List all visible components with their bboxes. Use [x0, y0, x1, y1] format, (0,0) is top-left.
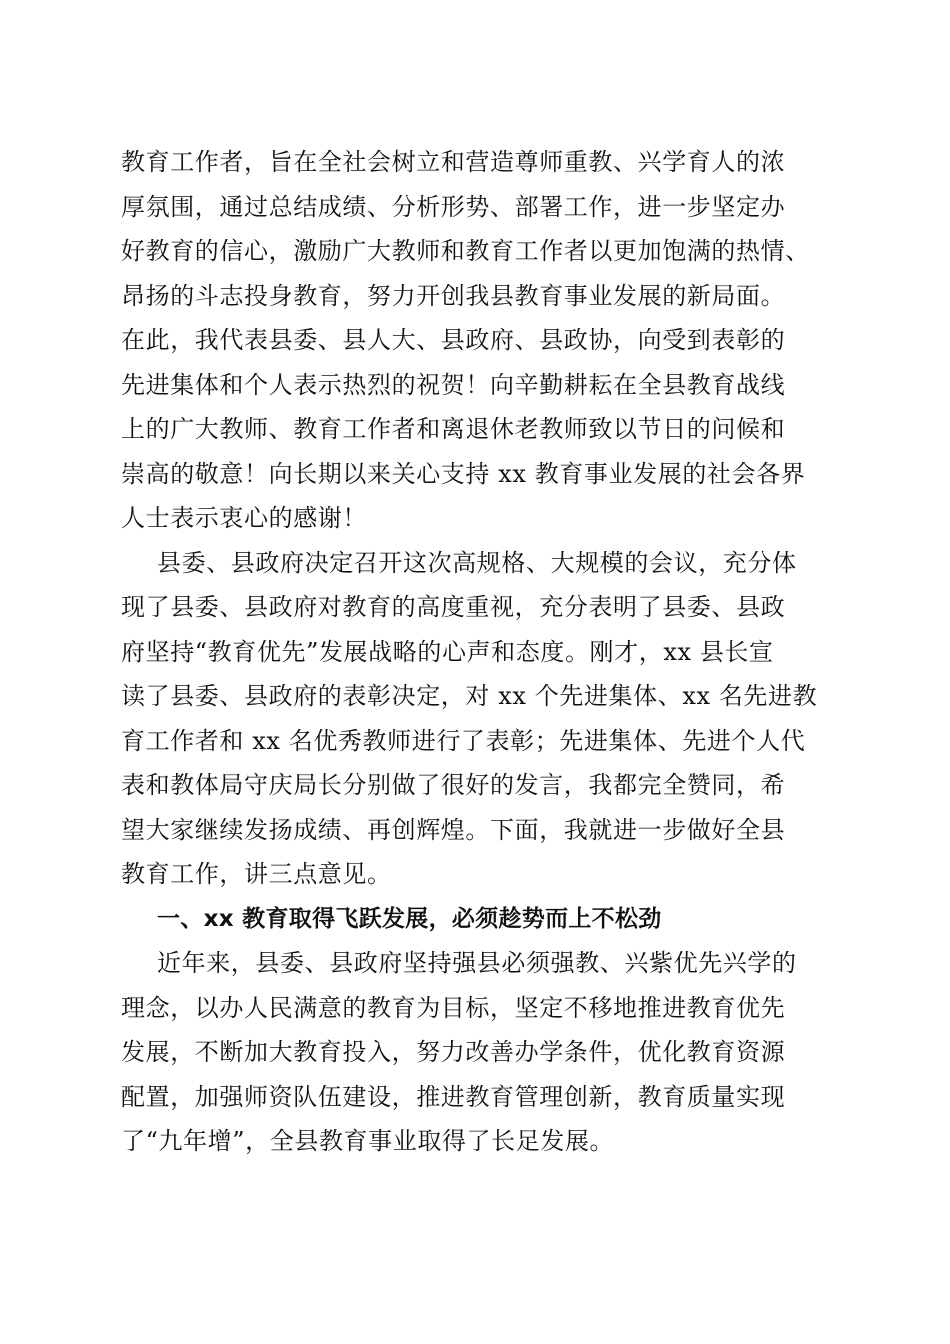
text-line: 读了县委、县政府的表彰决定，对 xx 个先进集体、xx 名先进教: [121, 682, 818, 710]
text-line: 发展，不断加大教育投入，努力改善办学条件，优化教育资源: [121, 1038, 786, 1066]
text-line: 现了县委、县政府对教育的高度重视，充分表明了县委、县政: [121, 593, 786, 621]
paragraph-1: [121, 140, 831, 541]
paragraph-3: [121, 941, 831, 1164]
text-line: 人士表示衷心的感谢！: [121, 504, 367, 532]
text-line: 昂扬的斗志投身教育，努力开创我县教育事业发展的新局面。: [121, 281, 786, 310]
text-line: 崇高的敬意！向长期以来关心支持 xx 教育事业发展的社会各界: [121, 459, 806, 488]
text-line: 教育工作，讲三点意见。: [121, 860, 392, 888]
text-line: 县委、县政府决定召开这次高规格、大规模的会议，充分体: [157, 548, 797, 577]
text-line: 育工作者和 xx 名优秀教师进行了表彰；先进集体、先进个人代: [121, 726, 806, 755]
text-line: 上的广大教师、教育工作者和离退休老教师致以节日的问候和: [121, 415, 786, 443]
text-line: 望大家继续发扬成绩、再创辉煌。下面，我就进一步做好全县: [121, 815, 786, 844]
text-line: 府坚持“教育优先”发展战略的心声和态度。刚才，xx 县长宣: [121, 637, 774, 666]
text-line: 表和教体局守庆局长分别做了很好的发言，我都完全赞同，希: [121, 771, 786, 799]
text-line: 近年来，县委、县政府坚持强县必须强教、兴紫优先兴学的: [157, 949, 797, 977]
section-heading: 一、xx 教育取得飞跃发展，必须趁势而上不松劲: [157, 905, 662, 932]
text-line: 配置，加强师资队伍建设，推进教育管理创新，教育质量实现: [121, 1082, 786, 1111]
text-line: 理念，以办人民满意的教育为目标，坚定不移地推进教育优先: [121, 993, 786, 1022]
text-line: 教育工作者，旨在全社会树立和营造尊师重教、兴学育人的浓: [121, 148, 786, 176]
text-line: 厚氛围，通过总结成绩、分析形势、部署工作，进一步坚定办: [121, 192, 786, 221]
text-line: 在此，我代表县委、县人大、县政府、县政协，向受到表彰的: [121, 326, 786, 354]
paragraph-2: [121, 541, 831, 897]
document-body: [121, 140, 831, 1164]
text-line: 先进集体和个人表示热烈的祝贺！向辛勤耕耘在全县教育战线: [121, 370, 786, 399]
text-line: 好教育的信心，激励广大教师和教育工作者以更加饱满的热情、: [121, 237, 810, 265]
text-line: 了“九年增”，全县教育事业取得了长足发展。: [121, 1127, 615, 1155]
